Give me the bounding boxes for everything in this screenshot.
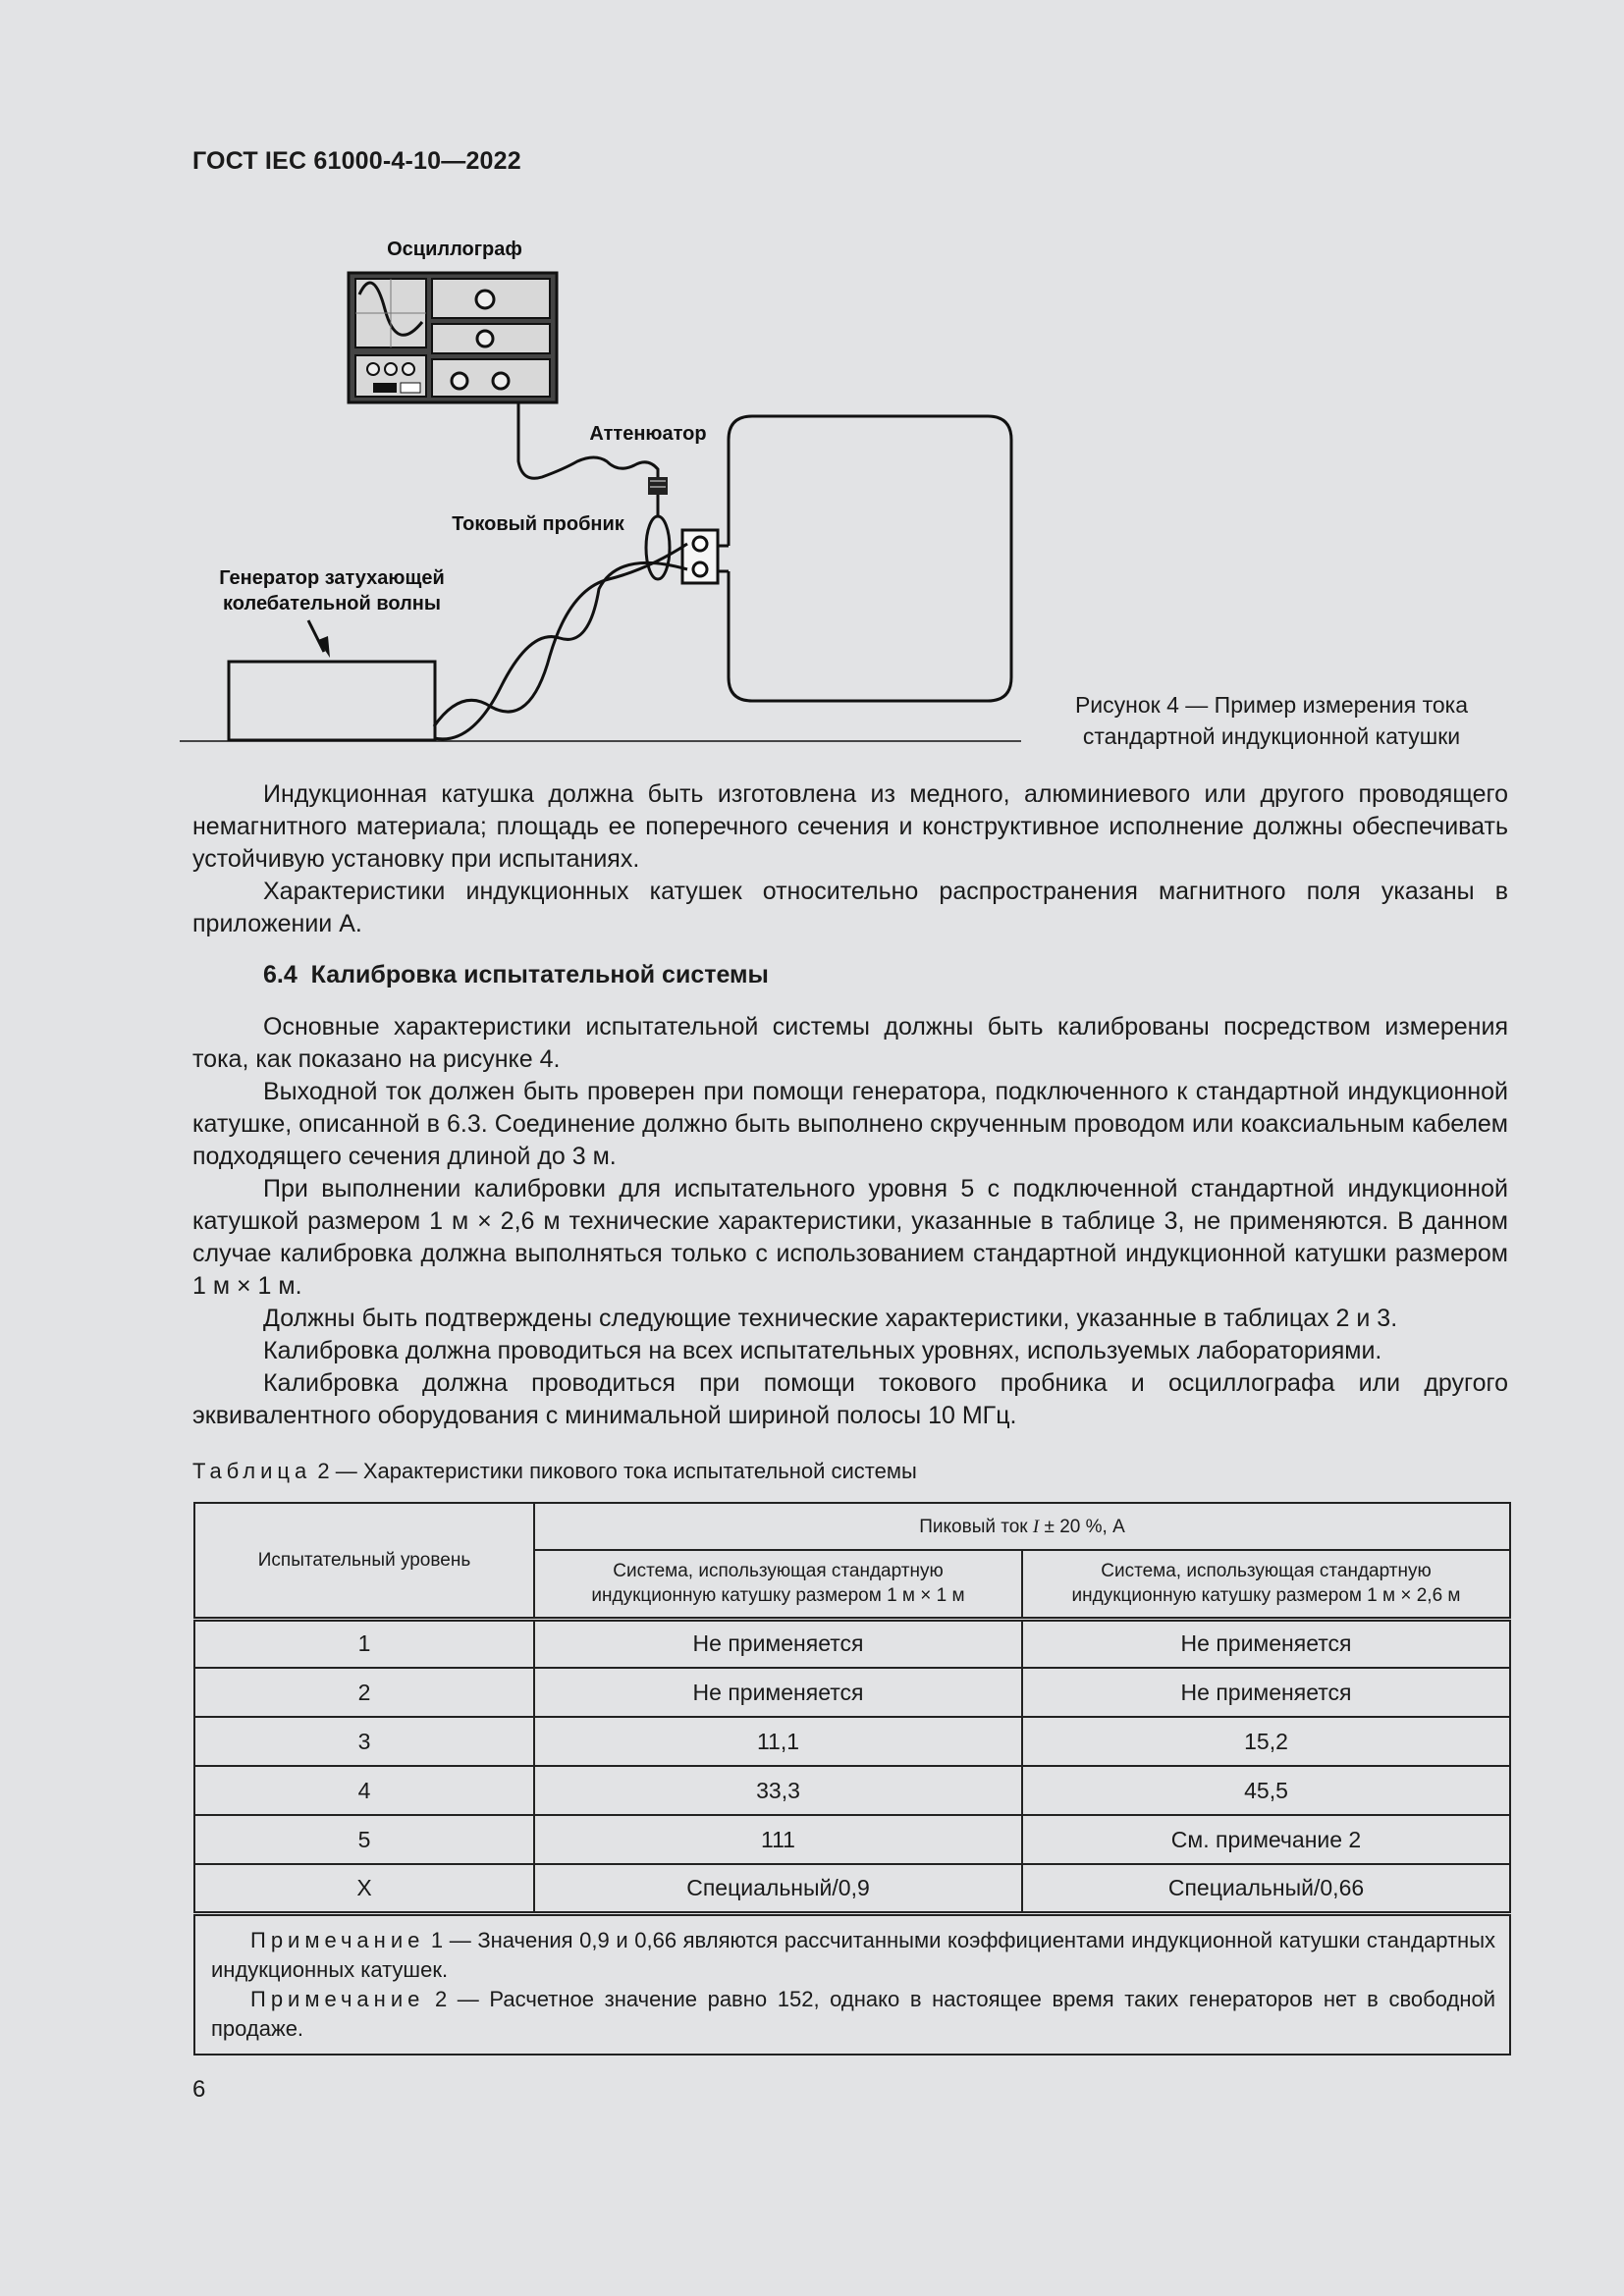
table-row <box>194 1766 1510 1815</box>
peak-current-table <box>193 1502 1511 2056</box>
cell-sys1: 11,1 <box>534 1717 1022 1766</box>
generator-arrow <box>308 620 324 652</box>
current-probe-icon <box>646 516 670 579</box>
table-row <box>194 1717 1510 1766</box>
cell-level: 1 <box>194 1619 534 1668</box>
paragraph: При выполнении калибровки для испытательного уровня 5 с подключенной стандартной индукционной катушкой размером 1 м × 2,6 м технические характеристики, указанные в таблице 3, не применяются. В данном случае калибровка должна выполняться только с использованием стандартной индукционной катушки размером 1 м × 1 м. <box>192 1175 1508 1300</box>
paragraphs-section <box>192 1011 1508 1432</box>
header-sys1-line2: индукционную катушку размером 1 м × 1 м <box>591 1585 965 1607</box>
table-row <box>194 1668 1510 1717</box>
header-sys2-line2: индукционную катушку размером 1 м × 2,6 м <box>1071 1585 1461 1607</box>
paragraph: Индукционная катушка должна быть изготовлена из медного, алюминиевого или другого проводящего немагнитного материала; площадь ее поперечного сечения и конструктивное исполнение должны обеспечивать устойчивую установку при испытаниях. <box>192 780 1508 873</box>
table-row <box>194 1815 1510 1864</box>
note-label: Примечание <box>250 1927 425 1952</box>
coil-terminals <box>682 530 729 583</box>
cell-level: X <box>194 1864 534 1913</box>
cell-level: 4 <box>194 1766 534 1815</box>
cell-sys2: Не применяется <box>1022 1619 1510 1668</box>
table-notes-row <box>194 1913 1510 2055</box>
table-note-1 <box>211 1926 1495 1985</box>
header-system-1x2_6 <box>1022 1550 1510 1619</box>
arrow-head-icon <box>318 636 330 658</box>
cell-sys1: Не применяется <box>534 1619 1022 1668</box>
section-heading <box>263 961 769 989</box>
table-caption: 2 — Характеристики пикового тока испытательной системы <box>317 1459 917 1483</box>
cell-sys2: См. примечание 2 <box>1022 1815 1510 1864</box>
caption-line-2: стандартной индукционной катушки <box>1082 723 1461 749</box>
cell-sys1: Специальный/0,9 <box>534 1864 1022 1913</box>
document-header: ГОСТ IEC 61000-4-10—2022 <box>192 147 521 175</box>
table-title <box>192 1459 917 1484</box>
page-number: 6 <box>192 2076 206 2103</box>
table-notes <box>194 1913 1510 2055</box>
label-attenuator: Аттенюатор <box>589 423 707 445</box>
header-system-1x1 <box>534 1550 1022 1619</box>
header-sys1-line1: Система, использующая стандартную <box>613 1561 944 1582</box>
label-oscilloscope: Осциллограф <box>387 239 522 260</box>
paragraphs-top <box>192 778 1508 940</box>
cell-level: 3 <box>194 1717 534 1766</box>
table-label: Таблица <box>192 1459 312 1483</box>
label-current-probe: Токовый пробник <box>452 513 624 535</box>
figure-caption <box>1021 689 1522 752</box>
section-title: Калибровка испытательной системы <box>310 961 769 988</box>
label-generator-line1: Генератор затухающей <box>219 567 445 589</box>
cell-sys1: 111 <box>534 1815 1022 1864</box>
note-label: Примечание <box>250 1986 425 2011</box>
cell-sys2: Не применяется <box>1022 1668 1510 1717</box>
header-peak-current <box>534 1503 1510 1550</box>
caption-line-1: Рисунок 4 — Пример измерения тока <box>1074 692 1469 718</box>
cell-sys2: 15,2 <box>1022 1717 1510 1766</box>
paragraph: Выходной ток должен быть проверен при помощи генератора, подключенного к стандартной индукционной катушке, описанной в 6.3. Соединение должно быть выполнено скрученным проводом или коаксиальным кабелем подходящего сечения длиной до 3 м. <box>192 1078 1508 1170</box>
twisted-wire-b <box>434 562 687 739</box>
table-header-row <box>194 1503 1510 1550</box>
header-sys2-line1: Система, использующая стандартную <box>1101 1561 1432 1582</box>
paragraph: Характеристики индукционных катушек относительно распространения магнитного поля указаны в приложении А. <box>192 878 1508 937</box>
note-1-text: 1 — Значения 0,9 и 0,66 являются рассчитанными коэффициентами индукционной катушки стандартных индукционных катушек. <box>211 1927 1496 1982</box>
note-2-text: 2 — Расчетное значение равно 152, однако в настоящее время таких генераторов нет в свободной продаже. <box>211 1986 1496 2041</box>
paragraph: Калибровка должна проводиться при помощи токового пробника и осциллографа или другого эквивалентного оборудования с минимальной шириной полосы 10 МГц. <box>192 1369 1508 1429</box>
paragraph: Должны быть подтверждены следующие технические характеристики, указанные в таблицах 2 и 3. <box>263 1305 1398 1332</box>
paragraph: Калибровка должна проводиться на всех испытательных уровнях, используемых лабораториями. <box>263 1337 1382 1364</box>
paragraph: Основные характеристики испытательной системы должны быть калиброваны посредством измерения тока, как показано на рисунке 4. <box>192 1013 1508 1073</box>
oscilloscope-icon <box>349 273 557 402</box>
header-peak-prefix: Пиковый ток <box>919 1516 1033 1537</box>
table-row <box>194 1864 1510 1913</box>
table-row <box>194 1619 1510 1668</box>
header-peak-suffix: ± 20 %, А <box>1039 1516 1125 1537</box>
induction-coil <box>729 416 1011 701</box>
cell-level: 5 <box>194 1815 534 1864</box>
cell-level: 2 <box>194 1668 534 1717</box>
header-level: Испытательный уровень <box>194 1503 534 1619</box>
cell-sys1: 33,3 <box>534 1766 1022 1815</box>
cell-sys2: 45,5 <box>1022 1766 1510 1815</box>
generator-box <box>229 662 435 740</box>
figure-4-diagram <box>0 0 1624 766</box>
cell-sys2: Специальный/0,66 <box>1022 1864 1510 1913</box>
label-generator-line2: колебательной волны <box>223 593 441 614</box>
section-number: 6.4 <box>263 961 298 988</box>
attenuator-icon <box>648 477 668 516</box>
cell-sys1: Не применяется <box>534 1668 1022 1717</box>
header-peak-symbol: I <box>1032 1516 1040 1537</box>
table-note-2 <box>211 1985 1495 2044</box>
